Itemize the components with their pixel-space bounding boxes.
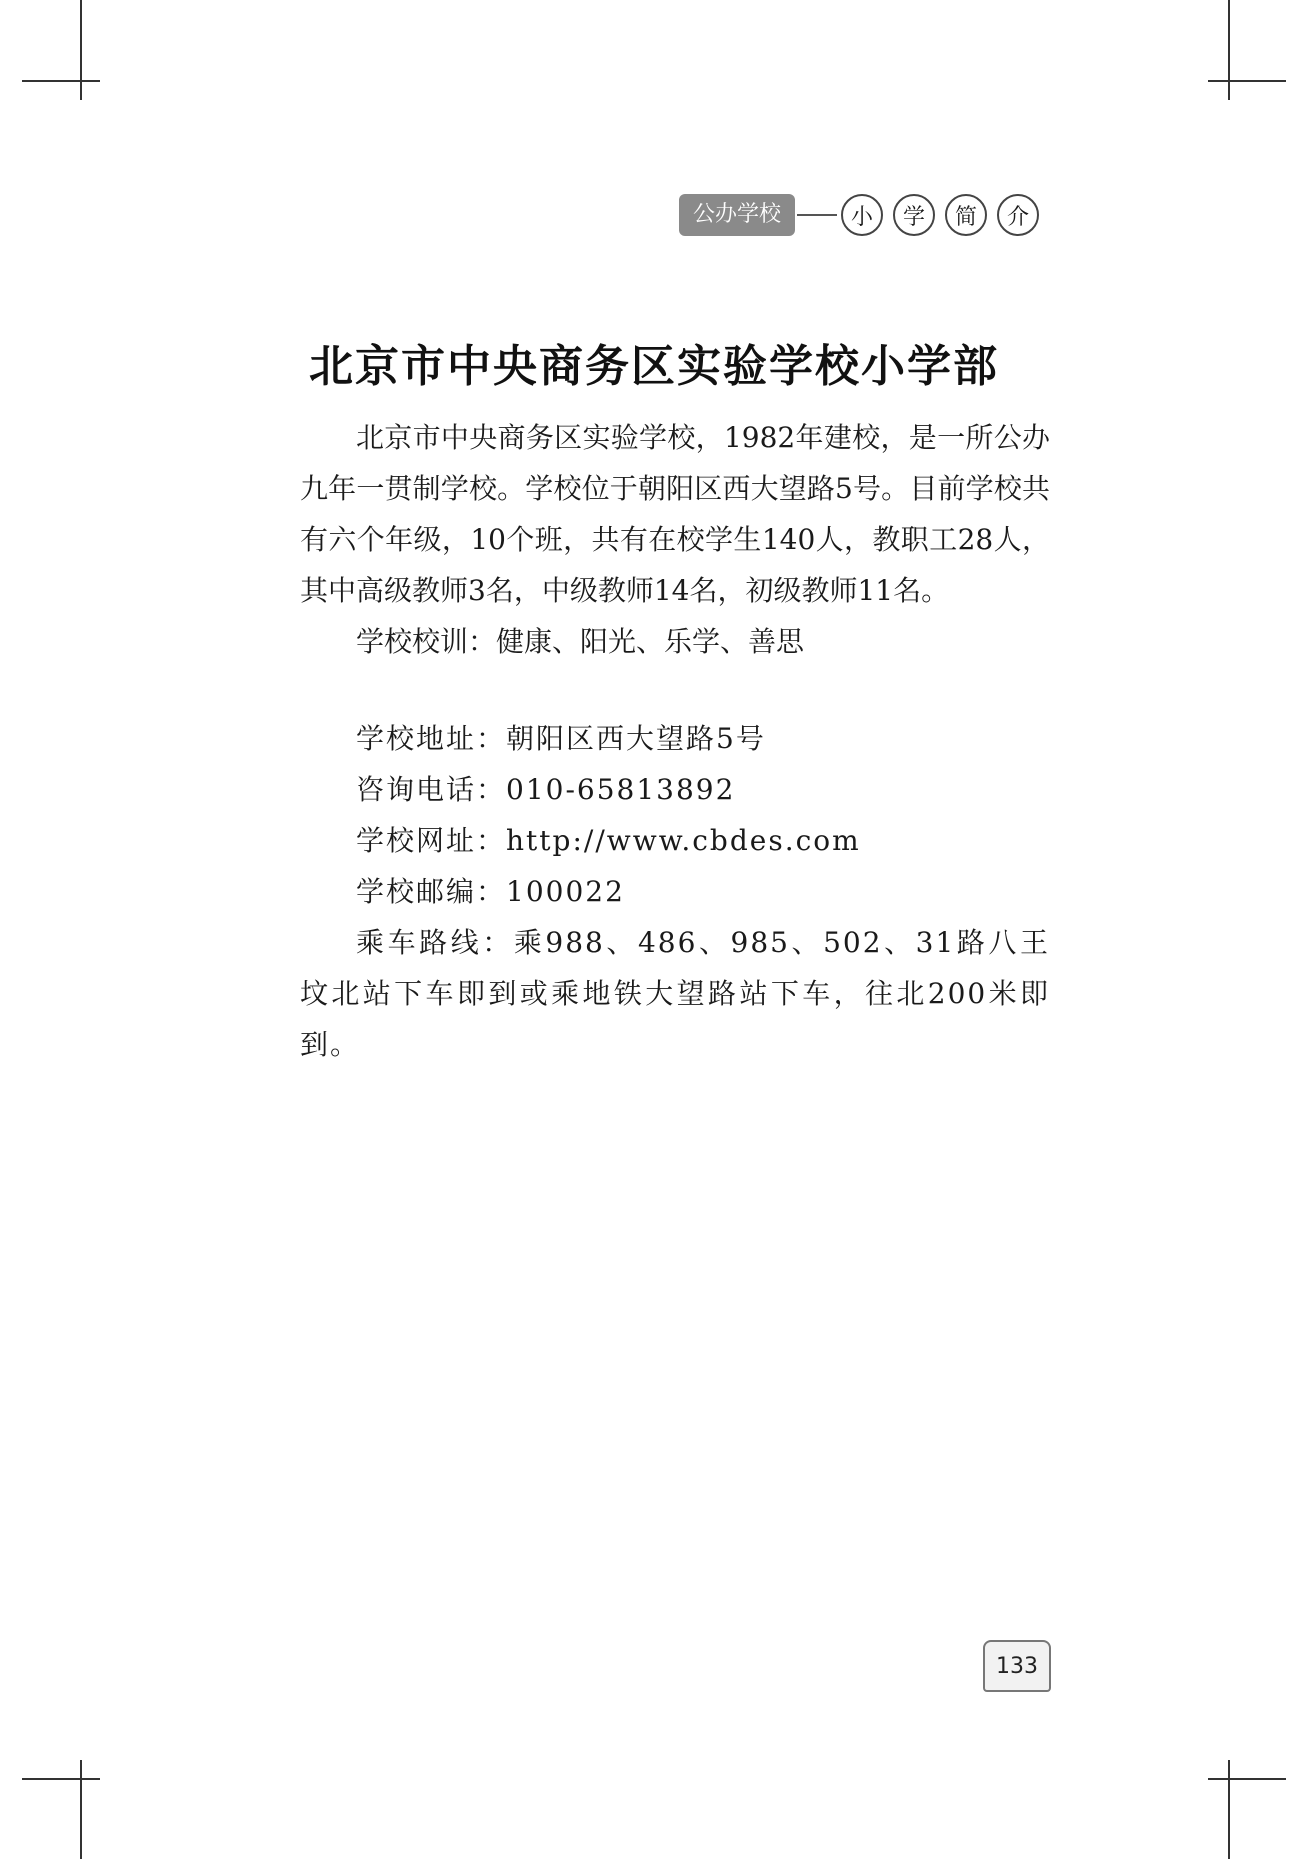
school-address: 学校地址：朝阳区西大望路5号 (356, 722, 766, 755)
header-circle-char: 介 (997, 194, 1039, 236)
crop-mark (1208, 1778, 1286, 1780)
spacer (300, 667, 1050, 713)
crop-mark (22, 1778, 100, 1780)
school-motto: 学校校训：健康、阳光、乐学、善思 (356, 625, 805, 658)
page-title: 北京市中央商务区实验学校小学部 (309, 341, 999, 392)
header-circle-char: 学 (893, 194, 935, 236)
crop-mark (1228, 0, 1230, 100)
crop-mark (1228, 1760, 1230, 1859)
header-divider (797, 214, 837, 216)
header-circle-char: 简 (945, 194, 987, 236)
crop-mark (80, 1760, 82, 1859)
page-number: 133 (983, 1640, 1051, 1692)
crop-mark (1208, 80, 1286, 82)
intro-paragraph: 北京市中央商务区实验学校，1982年建校，是一所公办九年一贯制学校。学校位于朝阳区西大望路5号。目前学校共有六个年级，10个班，共有在校学生140人，教职工28人，其中高级教师3名，中级教师14名，初级教师11名。 (300, 421, 1050, 607)
body-text (300, 412, 1050, 1070)
section-header (679, 193, 1039, 237)
school-phone: 咨询电话：010-65813892 (356, 773, 736, 806)
bus-route: 乘车路线：乘988、486、985、502、31路八王坟北站下车即到或乘地铁大望路站下车，往北200米即到。 (300, 926, 1050, 1061)
crop-mark (22, 80, 100, 82)
header-circle-char: 小 (841, 194, 883, 236)
school-postcode: 学校邮编：100022 (356, 875, 625, 908)
crop-mark (80, 0, 82, 100)
school-website: 学校网址：http://www.cbdes.com (356, 824, 861, 857)
section-tag: 公办学校 (679, 194, 795, 236)
